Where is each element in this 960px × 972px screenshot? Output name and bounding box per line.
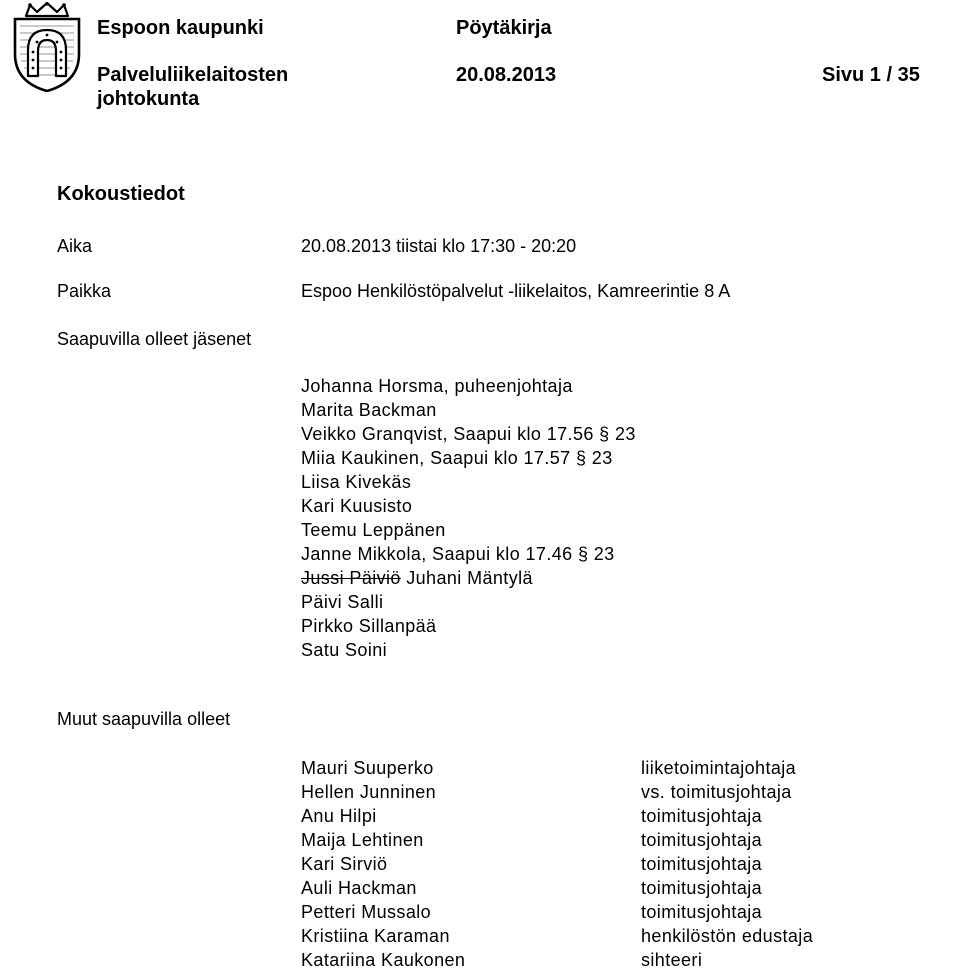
member-item: Johanna Horsma, puheenjohtaja (301, 376, 573, 396)
member-item: Pirkko Sillanpää (301, 616, 437, 636)
others-names (301, 756, 465, 972)
others-roles (641, 756, 813, 972)
member-item: Veikko Granqvist, Saapui klo 17.56 § 23 (301, 424, 636, 444)
place-label: Paikka (57, 281, 112, 301)
other-name: Anu Hilpi (301, 806, 377, 826)
other-role: liiketoimintajohtaja (641, 758, 797, 778)
document-date: 20.08.2013 (456, 64, 557, 86)
other-role: henkilöstön edustaja (641, 926, 814, 946)
member-item: Kari Kuusisto (301, 496, 413, 516)
time-value: 20.08.2013 tiistai klo 17:30 - 20:20 (301, 236, 577, 256)
member-item: Päivi Salli (301, 592, 384, 612)
other-name: Petteri Mussalo (301, 902, 432, 922)
espoo-coat-of-arms-logo (6, 2, 88, 92)
time-label: Aika (57, 236, 93, 256)
other-role: toimitusjohtaja (641, 806, 763, 826)
struck-name: Jussi Päiviö (301, 568, 401, 588)
document-type: Pöytäkirja (456, 17, 552, 39)
replacement-name: Juhani Mäntylä (400, 568, 533, 588)
other-name: Mauri Suuperko (301, 758, 434, 778)
other-name: Auli Hackman (301, 878, 417, 898)
members-label: Saapuvilla olleet jäsenet (57, 329, 252, 349)
other-name: Kristiina Karaman (301, 926, 450, 946)
other-name: Kari Sirviö (301, 854, 388, 874)
other-role: vs. toimitusjohtaja (641, 782, 792, 802)
member-item-corrected (301, 566, 636, 590)
other-name: Katariina Kaukonen (301, 950, 466, 970)
members-list (301, 374, 636, 662)
member-item: Satu Soini (301, 640, 388, 660)
other-role: toimitusjohtaja (641, 854, 763, 874)
committee-name-line2: johtokunta (97, 88, 200, 110)
section-title: Kokoustiedot (57, 183, 185, 205)
committee-name-line1: Palveluliikelaitosten (97, 64, 289, 86)
member-item: Marita Backman (301, 400, 437, 420)
other-name: Hellen Junninen (301, 782, 437, 802)
other-name: Maija Lehtinen (301, 830, 424, 850)
member-item: Miia Kaukinen, Saapui klo 17.57 § 23 (301, 448, 613, 468)
other-role: toimitusjohtaja (641, 878, 763, 898)
place-value: Espoo Henkilöstöpalvelut -liikelaitos, Kamreerintie 8 A (301, 281, 731, 301)
other-role: toimitusjohtaja (641, 902, 763, 922)
member-item: Teemu Leppänen (301, 520, 446, 540)
others-label: Muut saapuvilla olleet (57, 709, 231, 729)
page-number: Sivu 1 / 35 (822, 64, 920, 86)
org-name: Espoon kaupunki (97, 17, 264, 39)
member-item: Janne Mikkola, Saapui klo 17.46 § 23 (301, 544, 615, 564)
member-item: Liisa Kivekäs (301, 472, 412, 492)
other-role: sihteeri (641, 950, 703, 970)
other-role: toimitusjohtaja (641, 830, 763, 850)
